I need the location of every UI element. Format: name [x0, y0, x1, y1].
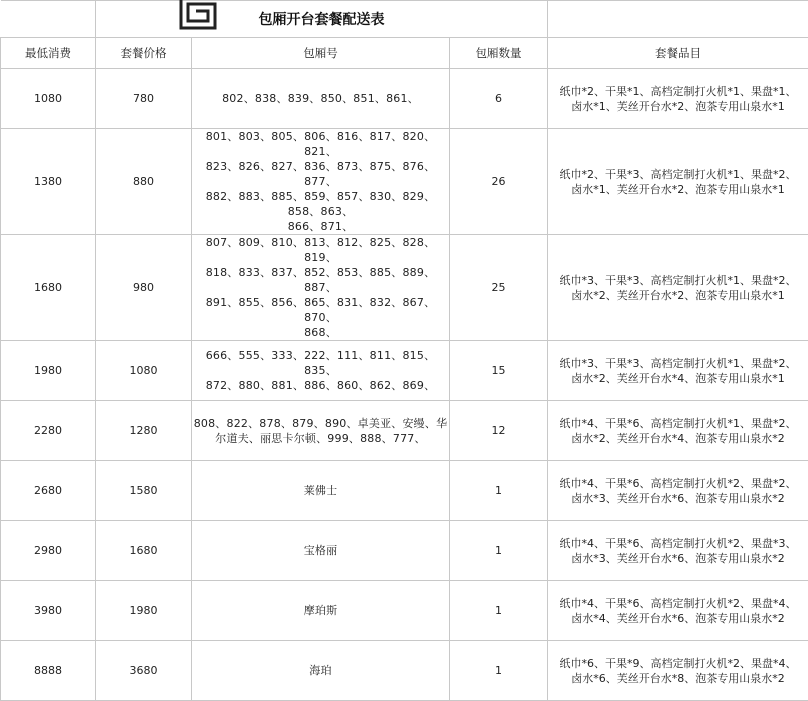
rooms-line: 尔道夫、丽思卡尔顿、999、888、777、: [192, 431, 449, 446]
items-cell[interactable]: [548, 69, 808, 129]
items-line: 卤水*4、芙丝开台水*6、泡茶专用山泉水*2: [548, 611, 808, 626]
price-cell[interactable]: 1280: [96, 401, 192, 461]
table-row: [1, 69, 808, 129]
rooms-line: 823、826、827、836、873、875、876、877、: [192, 159, 449, 189]
rooms-cell[interactable]: [192, 235, 450, 341]
rooms-line: 872、880、881、886、860、862、869、: [192, 378, 449, 393]
price-cell[interactable]: 980: [96, 235, 192, 341]
room-count-cell[interactable]: 12: [450, 401, 548, 461]
rooms-line: 891、855、856、865、831、832、867、870、: [192, 295, 449, 325]
rooms-line: 807、809、810、813、812、825、828、819、: [192, 235, 449, 265]
table-row: [1, 129, 808, 235]
fret-pattern-logo-icon: [178, 0, 218, 30]
header-items[interactable]: 套餐品目: [548, 38, 808, 69]
rooms-line: 莱佛士: [192, 483, 449, 498]
table-row: [1, 461, 808, 521]
table-row: [1, 641, 808, 701]
items-line: 卤水*2、芙丝开台水*4、泡茶专用山泉水*2: [548, 431, 808, 446]
items-line: 纸巾*6、干果*9、高档定制打火机*2、果盘*4、: [548, 656, 808, 671]
items-line: 卤水*3、芙丝开台水*6、泡茶专用山泉水*2: [548, 491, 808, 506]
sheet-title[interactable]: 包厢开台套餐配送表: [96, 1, 548, 38]
table-row: [1, 401, 808, 461]
room-count-cell[interactable]: 15: [450, 341, 548, 401]
rooms-cell[interactable]: [192, 69, 450, 129]
price-cell[interactable]: 3680: [96, 641, 192, 701]
room-count-cell[interactable]: 1: [450, 581, 548, 641]
rooms-cell[interactable]: [192, 401, 450, 461]
price-cell[interactable]: 1980: [96, 581, 192, 641]
header-row: [1, 38, 808, 69]
min-spend-cell[interactable]: 3980: [1, 581, 96, 641]
items-line: 纸巾*2、干果*3、高档定制打火机*1、果盘*2、: [548, 167, 808, 182]
rooms-cell[interactable]: [192, 641, 450, 701]
table-row: [1, 341, 808, 401]
rooms-line: 802、838、839、850、851、861、: [192, 91, 449, 106]
price-cell[interactable]: 880: [96, 129, 192, 235]
items-line: 纸巾*2、干果*1、高档定制打火机*1、果盘*1、: [548, 84, 808, 99]
min-spend-cell[interactable]: 1080: [1, 69, 96, 129]
rooms-line: 808、822、878、879、890、卓美亚、安缦、华: [192, 416, 449, 431]
items-line: 纸巾*4、干果*6、高档定制打火机*2、果盘*3、: [548, 536, 808, 551]
min-spend-cell[interactable]: 8888: [1, 641, 96, 701]
table-row: [1, 521, 808, 581]
items-line: 卤水*3、芙丝开台水*6、泡茶专用山泉水*2: [548, 551, 808, 566]
items-line: 卤水*6、芙丝开台水*8、泡茶专用山泉水*2: [548, 671, 808, 686]
items-line: 纸巾*3、干果*3、高档定制打火机*1、果盘*2、: [548, 356, 808, 371]
room-count-cell[interactable]: 1: [450, 461, 548, 521]
rooms-cell[interactable]: [192, 129, 450, 235]
title-blank-cell[interactable]: [548, 1, 808, 38]
items-cell[interactable]: [548, 641, 808, 701]
items-line: 纸巾*4、干果*6、高档定制打火机*2、果盘*2、: [548, 476, 808, 491]
room-count-cell[interactable]: 6: [450, 69, 548, 129]
room-count-cell[interactable]: 1: [450, 521, 548, 581]
items-cell[interactable]: [548, 341, 808, 401]
items-cell[interactable]: [548, 129, 808, 235]
title-blank-cell[interactable]: [1, 1, 96, 38]
rooms-line: 801、803、805、806、816、817、820、821、: [192, 129, 449, 159]
min-spend-cell[interactable]: 2680: [1, 461, 96, 521]
rooms-line: 海珀: [192, 663, 449, 678]
items-line: 卤水*1、芙丝开台水*2、泡茶专用山泉水*1: [548, 182, 808, 197]
header-min-spend[interactable]: 最低消费: [1, 38, 96, 69]
rooms-cell[interactable]: [192, 521, 450, 581]
table-row: [1, 581, 808, 641]
items-line: 纸巾*3、干果*3、高档定制打火机*1、果盘*2、: [548, 273, 808, 288]
header-price[interactable]: 套餐价格: [96, 38, 192, 69]
items-line: 卤水*2、芙丝开台水*4、泡茶专用山泉水*1: [548, 371, 808, 386]
header-rooms[interactable]: 包厢号: [192, 38, 450, 69]
items-cell[interactable]: [548, 401, 808, 461]
rooms-line: 868、: [192, 325, 449, 340]
rooms-line: 摩珀斯: [192, 603, 449, 618]
price-cell[interactable]: 780: [96, 69, 192, 129]
items-line: 卤水*2、芙丝开台水*2、泡茶专用山泉水*1: [548, 288, 808, 303]
room-count-cell[interactable]: 1: [450, 641, 548, 701]
rooms-line: 宝格丽: [192, 543, 449, 558]
rooms-line: 818、833、837、852、853、885、889、887、: [192, 265, 449, 295]
items-line: 纸巾*4、干果*6、高档定制打火机*1、果盘*2、: [548, 416, 808, 431]
price-cell[interactable]: 1080: [96, 341, 192, 401]
min-spend-cell[interactable]: 1980: [1, 341, 96, 401]
min-spend-cell[interactable]: 1680: [1, 235, 96, 341]
min-spend-cell[interactable]: 2980: [1, 521, 96, 581]
rooms-line: 882、883、885、859、857、830、829、858、863、: [192, 189, 449, 219]
min-spend-cell[interactable]: 1380: [1, 129, 96, 235]
title-row: [1, 1, 808, 38]
rooms-line: 666、555、333、222、111、811、815、835、: [192, 348, 449, 378]
room-count-cell[interactable]: 26: [450, 129, 548, 235]
items-line: 纸巾*4、干果*6、高档定制打火机*2、果盘*4、: [548, 596, 808, 611]
items-cell[interactable]: [548, 581, 808, 641]
price-cell[interactable]: 1580: [96, 461, 192, 521]
rooms-cell[interactable]: [192, 581, 450, 641]
price-cell[interactable]: 1680: [96, 521, 192, 581]
rooms-line: 866、871、: [192, 219, 449, 234]
header-count[interactable]: 包厢数量: [450, 38, 548, 69]
items-cell[interactable]: [548, 235, 808, 341]
min-spend-cell[interactable]: 2280: [1, 401, 96, 461]
rooms-cell[interactable]: [192, 461, 450, 521]
items-cell[interactable]: [548, 521, 808, 581]
items-cell[interactable]: [548, 461, 808, 521]
rooms-cell[interactable]: [192, 341, 450, 401]
room-count-cell[interactable]: 25: [450, 235, 548, 341]
items-line: 卤水*1、芙丝开台水*2、泡茶专用山泉水*1: [548, 99, 808, 114]
table-row: [1, 235, 808, 341]
